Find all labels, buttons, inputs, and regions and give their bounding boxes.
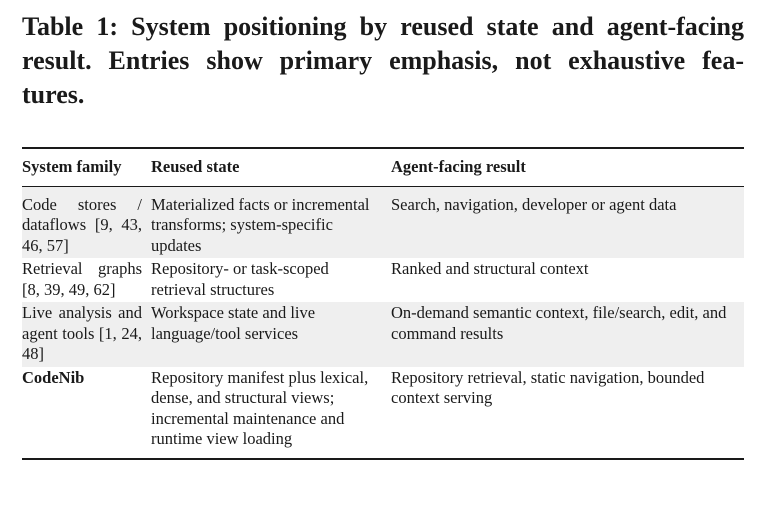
cell-reused-state: Workspace state and live language/tool services [151, 302, 391, 367]
cell-system-family: Code stores / dataflows [9, 43, 46, 57] [22, 186, 151, 258]
header-reused-state: Reused state [151, 157, 240, 176]
table-row [22, 367, 744, 459]
cell-agent-facing-result: On-demand semantic context, file/search, edit, and command results [391, 302, 744, 367]
positioning-table-container [22, 147, 744, 460]
cell-agent-facing-result: Ranked and structural context [391, 259, 589, 278]
header-row [22, 148, 744, 186]
caption-line-3: tures. [22, 80, 85, 109]
table-row [22, 302, 744, 367]
header-system-family: System family [22, 157, 122, 176]
caption-line-1: Table 1: System positioning by reused state and agent-facing [22, 12, 744, 41]
positioning-table [22, 147, 744, 460]
header-agent-facing-result: Agent-facing result [391, 157, 526, 176]
cell-reused-state: Repository- or task-scoped retrieval structures [151, 259, 329, 299]
cell-system-family: Live analysis and agent tools [1, 24, 48] [22, 302, 151, 367]
table-row [22, 186, 744, 258]
cell-reused-state: Materialized facts or incremental transforms; system-specific updates [151, 186, 391, 258]
table-caption [22, 10, 744, 112]
caption-line-2: result. Entries show primary emphasis, not exhaustive fea- [22, 46, 744, 75]
cell-reused-state: Repository manifest plus lexical, dense, and structural views; incremental maintenance and runtime view loading [151, 367, 369, 448]
cell-agent-facing-result: Search, navigation, developer or agent data [391, 186, 744, 258]
table-body [22, 186, 744, 459]
table-row [22, 258, 744, 302]
cell-system-family: Retrieval graphs [8, 39, 49, 62] [22, 259, 142, 299]
table-header [22, 148, 744, 186]
cell-agent-facing-result: Repository retrieval, static navigation, bounded context serving [391, 367, 705, 407]
cell-system-family-codenib: CodeNib [22, 367, 85, 387]
